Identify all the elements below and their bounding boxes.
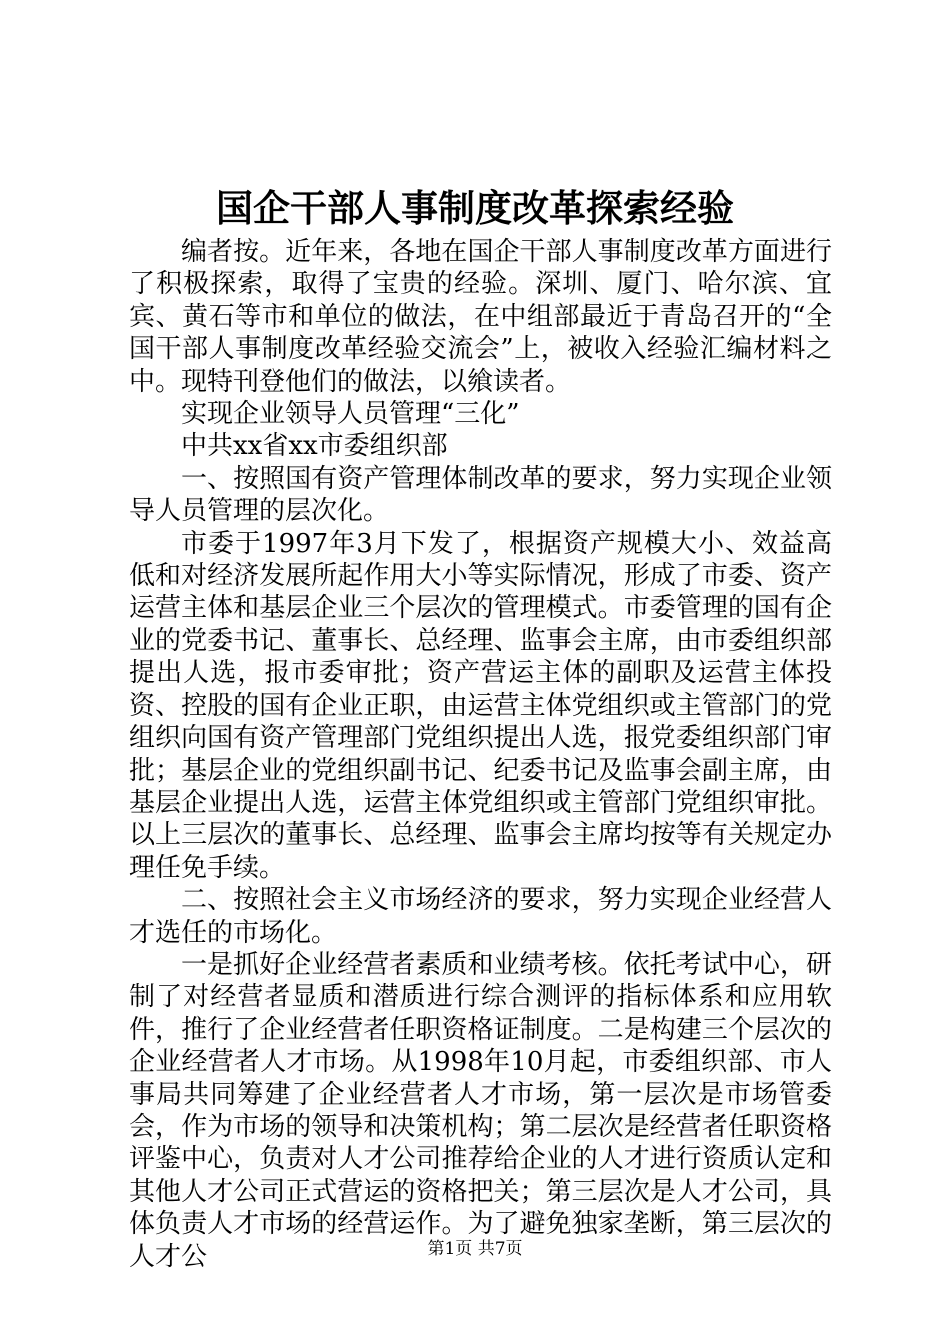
document-title: 国企干部人事制度改革探索经验: [216, 186, 734, 230]
page-footer: 第1页 共7页: [427, 1239, 523, 1259]
paragraph-point-one-detail: 市委于1997年3月下发了，根据资产规模大小、效益高低和对经济发展所起作用大小等实际情况，形成了市委、资产运营主体和基层企业三个层次的管理模式。市委管理的国有企业的党委书记、董事长、总经理、监事会主席，由市委组织部提出人选，报市委审批；资产营运主体的副职及运营主体投资、控股的国有企业正职，由运营主体党组织或主管部门的党组织向国有资产管理部门党组织提出人选，报党委组织部门审批；基层企业的党组织副书记、纪委书记及监事会副主席，由基层企业提出人选，运营主体党组织或主管部门党组织审批。以上三层次的董事长、总经理、监事会主席均按等有关规定办理任免手续。: [129, 528, 832, 883]
paragraph-point-one: 一、按照国有资产管理体制改革的要求，努力实现企业领导人员管理的层次化。: [129, 463, 832, 527]
paragraph-point-two-detail: 一是抓好企业经营者素质和业绩考核。依托考试中心，研制了对经营者显质和潜质进行综合测评的指标体系和应用软件，推行了企业经营者任职资格证制度。二是构建三个层次的企业经营者人才市场。从1998年10月起，市委组织部、市人事局共同筹建了企业经营者人才市场，第一层次是市场管委会，作为市场的领导和决策机构；第二层次是经营者任职资格评鉴中心，负责对人才公司推荐给企业的人才进行资质认定和其他人才公司正式营运的资格把关；第三层次是人才公司，具体负责人才市场的经营运作。为了避免独家垄断，第三层次的人才公: [129, 949, 832, 1272]
document-body: [129, 236, 832, 1273]
paragraph-section-heading: 实现企业领导人员管理“三化”: [181, 399, 520, 430]
paragraph-author: 中共xx省xx市委组织部: [181, 431, 448, 462]
paragraph-editor-note: 编者按。近年来，各地在国企干部人事制度改革方面进行了积极探索，取得了宝贵的经验。深圳、厦门、哈尔滨、宜宾、黄石等市和单位的做法，在中组部最近于青岛召开的“全国干部人事制度改革经验交流会”上，被收入经验汇编材料之中。现特刊登他们的做法，以飨读者。: [129, 237, 832, 397]
paragraph-point-two: 二、按照社会主义市场经济的要求，努力实现企业经营人才选任的市场化。: [129, 885, 832, 948]
